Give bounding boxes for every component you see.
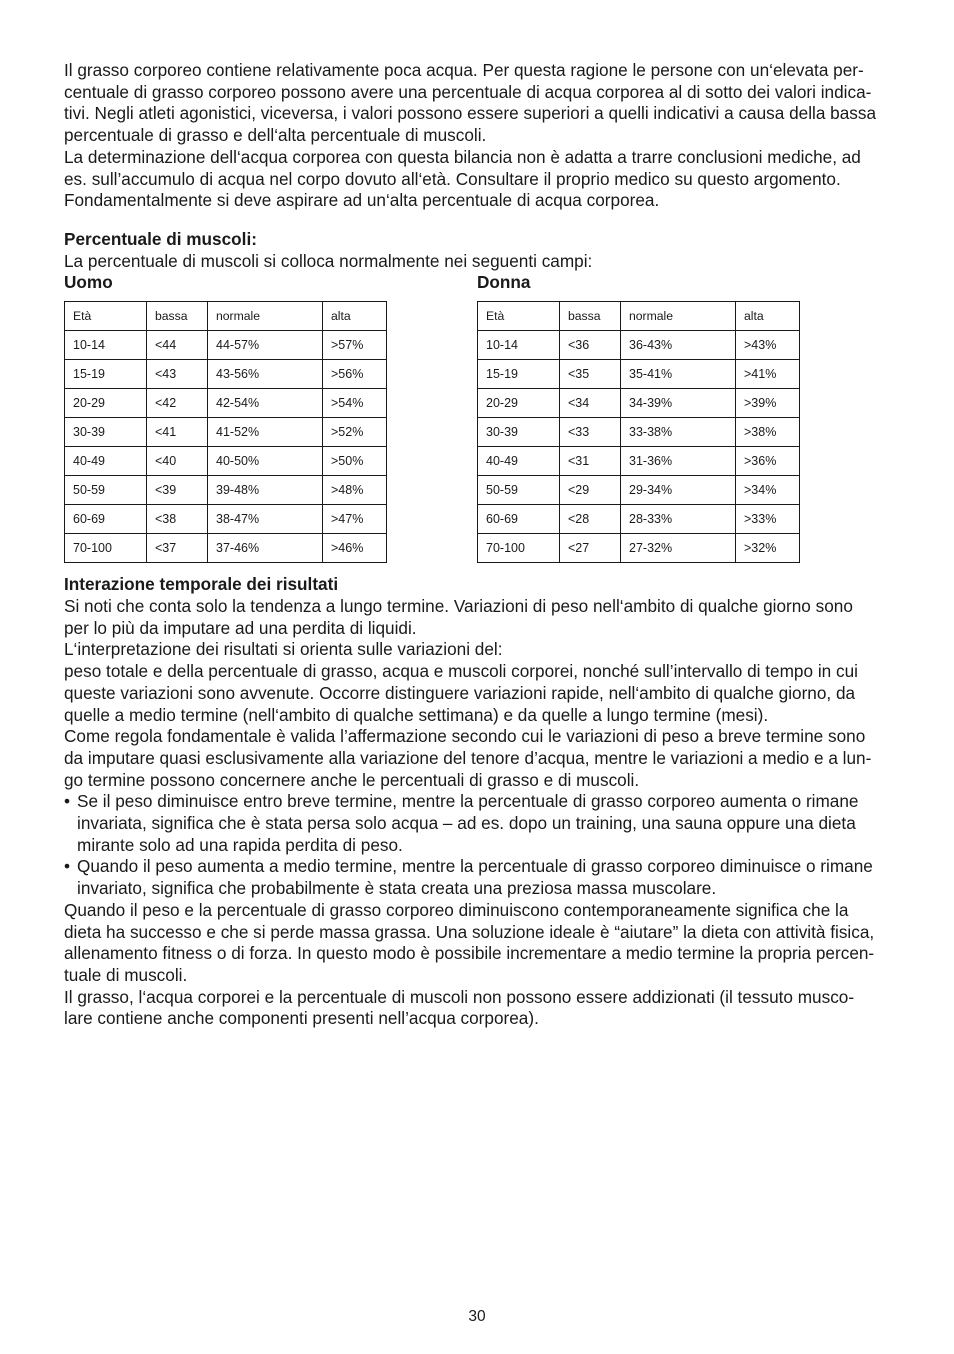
text-line: Quando il peso e la percentuale di grasso corporeo diminuiscono contemporaneamente significa che la [64,899,849,920]
table-row [478,360,800,389]
table-cell: 40-49 [478,447,560,476]
table-cell: <40 [147,447,208,476]
table-cell: 20-29 [478,389,560,418]
column-header: bassa [560,302,621,331]
table-row [65,331,387,360]
table-cell: 28-33% [621,505,736,534]
table-header-row [478,302,800,331]
text-line: Se il peso diminuisce entro breve termine, mentre la percentuale di grasso corporeo aumenta o rimane [77,791,859,812]
table-cell: 70-100 [65,534,147,563]
women-table-label: Donna [477,272,531,293]
table-header-row [65,302,387,331]
table-cell: >36% [736,447,800,476]
table-cell: >57% [323,331,387,360]
column-header: alta [736,302,800,331]
paragraph [64,900,894,1030]
text-line: percentuale di grasso e dell‘alta percentuale di muscoli. [64,125,487,146]
table-cell: <43 [147,360,208,389]
text-line: per lo più da imputare ad una perdita di liquidi. [64,617,417,638]
table-cell: <33 [560,418,621,447]
table-row [478,331,800,360]
text-line: Il grasso, l‘acqua corporei e la percentuale di muscoli non possono essere addizionati (il tessuto musco- [64,986,855,1007]
table-cell: 30-39 [65,418,147,447]
column-header: bassa [147,302,208,331]
table-cell: 50-59 [65,476,147,505]
interaction-section [64,574,894,1030]
text-line: quelle a medio termine (nell‘ambito di qualche settimana) e da quelle a lungo termine (mesi). [64,704,769,725]
table-cell: >32% [736,534,800,563]
table-cell: 41-52% [208,418,323,447]
table-cell: >41% [736,360,800,389]
text-line: Il grasso corporeo contiene relativamente poca acqua. Per questa ragione le persone con un‘elevata per- [64,60,864,80]
table-cell: 33-38% [621,418,736,447]
bullet-item [64,856,894,899]
muscle-section [64,229,894,557]
column-header: alta [323,302,387,331]
paragraph [64,596,894,791]
text-line: Quando il peso aumenta a medio termine, mentre la percentuale di grasso corporeo diminuisce o rimane [77,856,873,877]
bullet-icon: • [64,791,71,812]
text-line: La determinazione dell‘acqua corporea con questa bilancia non è adatta a trarre conclusioni mediche, ad [64,146,861,167]
page-content [64,60,894,1030]
table-cell: <38 [147,505,208,534]
text-line: L‘interpretazione dei risultati si orienta sulle variazioni del: [64,639,503,660]
table-cell: <41 [147,418,208,447]
table-cell: <37 [147,534,208,563]
table-cell: <34 [560,389,621,418]
table-cell: 60-69 [65,505,147,534]
table-row [65,534,387,563]
table-cell: >34% [736,476,800,505]
table-row [65,360,387,389]
table-cell: <31 [560,447,621,476]
table-cell: >52% [323,418,387,447]
tables-row [64,293,894,557]
table-cell: 10-14 [478,331,560,360]
table-row [478,534,800,563]
table-cell: >56% [323,360,387,389]
table-cell: 20-29 [65,389,147,418]
text-line: invariato, significa che probabilmente è stata creata una preziosa massa muscolare. [77,878,717,899]
table-row [65,447,387,476]
table-labels [64,272,894,293]
men-table-label: Uomo [64,272,113,293]
table-cell: >46% [323,534,387,563]
text-line: Si noti che conta solo la tendenza a lungo termine. Variazioni di peso nell‘ambito di qualche giorno sono [64,596,853,617]
table-cell: 40-49 [65,447,147,476]
text-line: dieta ha successo e che si perde massa grassa. Una soluzione ideale è “aiutare” la dieta con attività fisica, [64,921,875,942]
table-cell: 50-59 [478,476,560,505]
table-row [478,389,800,418]
table-cell: 40-50% [208,447,323,476]
text-line: La percentuale di muscoli si colloca normalmente nei seguenti campi: [64,250,593,271]
text-line: queste variazioni sono avvenute. Occorre distinguere variazioni rapide, nell‘ambito di qualche giorno, da [64,682,856,703]
table-cell: 36-43% [621,331,736,360]
text-line: lare contiene anche componenti presenti nell’acqua corporea). [64,1008,539,1029]
table-cell: <36 [560,331,621,360]
table-cell: 43-56% [208,360,323,389]
table-cell: <35 [560,360,621,389]
table-row [65,505,387,534]
table-cell: 29-34% [621,476,736,505]
women-muscle-table [477,301,800,563]
table-cell: 42-54% [208,389,323,418]
table-cell: 44-57% [208,331,323,360]
table-row [65,389,387,418]
text-line: da imputare quasi esclusivamente alla variazione del tenore d’acqua, mentre le variazioni a medio e a lun- [64,747,872,768]
table-cell: 37-46% [208,534,323,563]
text-line: Come regola fondamentale è valida l’affermazione secondo cui le variazioni di peso a breve termine sono [64,726,866,747]
bullet-icon: • [64,856,71,877]
table-cell: 70-100 [478,534,560,563]
column-header: Età [65,302,147,331]
table-cell: 10-14 [65,331,147,360]
text-line: go termine possono concernere anche le percentuali di grasso e di muscoli. [64,769,640,790]
table-row [478,476,800,505]
text-line: Fondamentalmente si deve aspirare ad un‘alta percentuale di acqua corporea. [64,190,660,211]
table-cell: 39-48% [208,476,323,505]
table-cell: >47% [323,505,387,534]
table-cell: >33% [736,505,800,534]
table-cell: 38-47% [208,505,323,534]
table-cell: <28 [560,505,621,534]
section-heading: Percentuale di muscoli: [64,228,257,249]
table-row [478,505,800,534]
text-line: mirante solo ad una rapida perdita di peso. [77,834,403,855]
section-heading: Interazione temporale dei risultati [64,574,339,595]
column-header: normale [208,302,323,331]
table-cell: >54% [323,389,387,418]
text-line: es. sull’accumulo di acqua nel corpo dovuto all‘età. Consultare il proprio medico su questo argomento. [64,168,841,189]
table-cell: >50% [323,447,387,476]
table-cell: <39 [147,476,208,505]
page-number: 30 [468,1308,486,1325]
text-line: tuale di muscoli. [64,964,188,985]
table-cell: 31-36% [621,447,736,476]
table-cell: >43% [736,331,800,360]
table-row [478,447,800,476]
bullet-item [64,791,894,856]
table-cell: 60-69 [478,505,560,534]
table-cell: <29 [560,476,621,505]
table-row [65,418,387,447]
table-cell: 27-32% [621,534,736,563]
table-cell: 30-39 [478,418,560,447]
table-cell: <44 [147,331,208,360]
table-cell: >39% [736,389,800,418]
men-muscle-table [64,301,387,563]
table-cell: >38% [736,418,800,447]
table-cell: 34-39% [621,389,736,418]
text-line: tivi. Negli atleti agonistici, viceversa, i valori possono essere superiori a quelli indicativi a causa della bassa [64,103,877,124]
column-header: normale [621,302,736,331]
text-line: peso totale e della percentuale di grasso, acqua e muscoli corporei, nonché sull’intervallo di tempo in cui [64,661,858,682]
table-cell: <27 [560,534,621,563]
column-header: Età [478,302,560,331]
text-line: invariata, significa che è stata persa solo acqua – ad es. dopo un training, una sauna oppure una dieta [77,813,856,834]
table-row [478,418,800,447]
table-row [65,476,387,505]
table-cell: 15-19 [478,360,560,389]
text-line: allenamento fitness o di forza. In questo modo è possibile incrementare a medio termine la propria percen- [64,943,875,964]
table-cell: >48% [323,476,387,505]
text-line: centuale di grasso corporeo possono avere una percentuale di acqua corporea al di sotto dei valori indica- [64,81,872,102]
table-cell: 15-19 [65,360,147,389]
table-cell: <42 [147,389,208,418]
table-cell: 35-41% [621,360,736,389]
intro-paragraph [64,60,894,212]
